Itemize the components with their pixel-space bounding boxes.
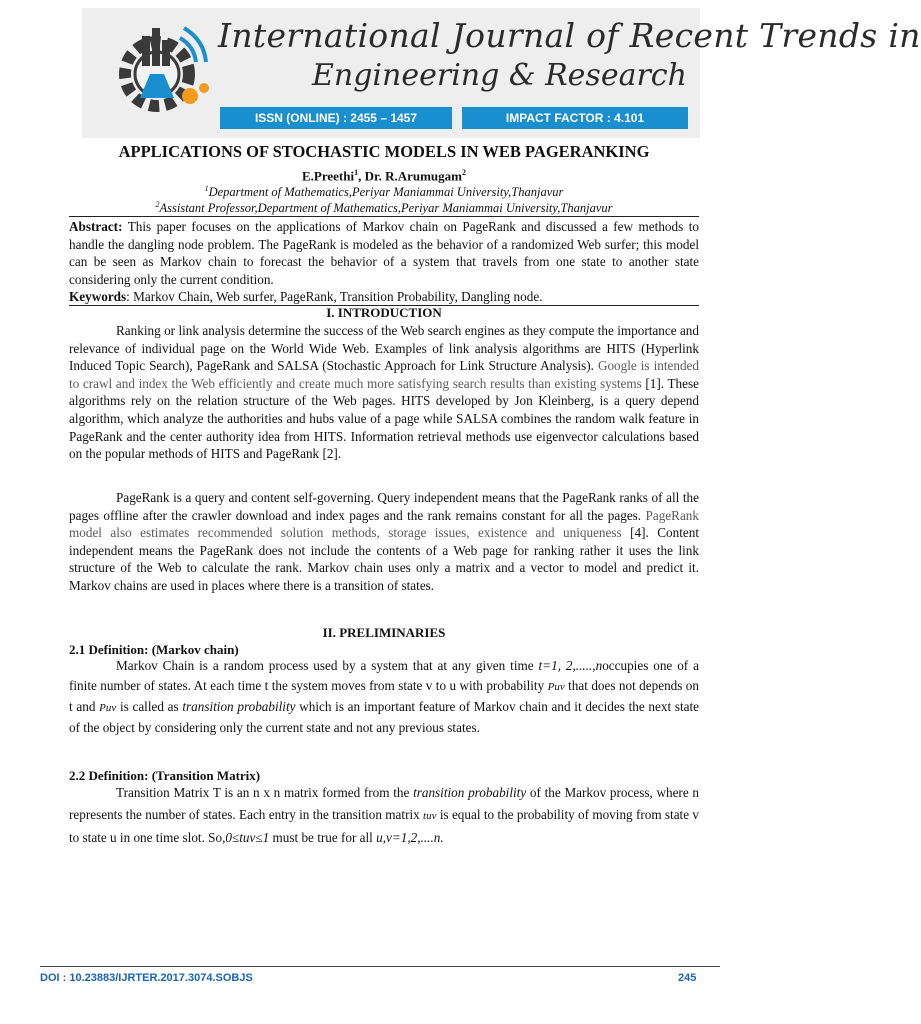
issn-badge: ISSN (ONLINE) : 2455 – 1457: [220, 107, 452, 129]
intro-paragraph-2: PageRank is a query and content self-governing. Query independent means that the PageRank ranks of all the pages offline after the crawler download and index pages and the rank remains constant for all the pages. PageRank model also estimates recommended solution methods, storage issues, existence and uniqueness [4]. Content independent means the PageRank does not include the contents of a Web page for ranking rather it uses the link structure of the Web to calculate the rank. Markov chain uses only a matrix and a vector to model and predict it. Markov chains are used in places where there is a transition of states.: [69, 490, 700, 593]
definition-markov-chain: Markov Chain is a random process used by a system that at any given time t=1, 2,.....,noccupies one of a finite number of states. At each time t the system moves from state v to u with probability Puv that does not depends on t and Puv is called as transition probability which is an important feature of Markov chain and it decides the next state of the object by considering only the current state and not any previous states.: [69, 658, 699, 735]
doi-footer: DOI : 10.23883/IJRTER.2017.3074.SOBJS: [40, 972, 253, 984]
journal-title-line2: Engineering & Research: [312, 58, 687, 93]
section-heading-preliminaries: II. PRELIMINARIES: [322, 625, 446, 640]
footer-divider: [40, 966, 720, 967]
intro-paragraph-1: Ranking or link analysis determine the success of the Web search engines as they compute the importance and relevance of individual page on the World Wide Web. Examples of link analysis algorithms are HITS (Hyperlink Induced Topic Search), PageRank and SALSA (Stochastic Approach for Link Structure Analysis). Google is intended to crawl and index the Web efficiently and create much more satisfying search results than existing systems [1]. These algorithms rely on the relation structure of the Web pages. HITS developed by Jon Kleinberg, is a query depend algorithm, which analyze the authorities and hubs value of a page while SALSA combines the random walk feature in PageRank and the center authority idea from HITS. Information retrieval methods use eigenvector calculations based on the popular methods of HITS and PageRank [2].: [69, 323, 699, 462]
page-number: 245: [678, 972, 697, 984]
definition-heading-markov-chain: 2.1 Definition: (Markov chain): [69, 642, 239, 657]
gear-flask-logo-icon: [112, 16, 222, 126]
impact-factor-badge: IMPACT FACTOR : 4.101: [462, 107, 688, 129]
journal-title-line1: International Journal of Recent Trends in: [218, 16, 921, 55]
section-heading-introduction: I. INTRODUCTION: [326, 305, 442, 320]
definition-transition-matrix: Transition Matrix T is an n x n matrix formed from the transition probability of the Markov process, where n represents the number of states. Each entry in the transition matrix tuv is equal to the probability of moving from state v to state u in one time slot. So,0≤tuv≤1 must be true for all u,v=1,2,....n.: [69, 785, 699, 845]
affiliation-2: $^2$Assistant Professor,Department of Mathematics,Periyar Maniammai University,Thanjavur: [155, 200, 613, 216]
keywords: Keywords: Markov Chain, Web surfer, PageRank, Transition Probability, Dangling node.: [69, 289, 543, 304]
divider: [69, 216, 699, 217]
authors: E.Preethi$^1$, Dr. R.Arumugam$^2$: [302, 168, 466, 184]
definition-heading-transition-matrix: 2.2 Definition: (Transition Matrix): [69, 768, 261, 783]
affiliation-1: $^1$Department of Mathematics,Periyar Maniammai University,Thanjavur: [204, 184, 564, 200]
abstract: Abstract: This paper focuses on the applications of Markov chain on PageRank and discussed a few methods to handle the dangling node problem. The PageRank is modeled as the behavior of a randomized Web surfer; this model can be seen as Markov chain to forecast the behavior of a system that travels from one state to another state considering only the current condition.: [69, 219, 699, 287]
paper-title: APPLICATIONS OF STOCHASTIC MODELS IN WEB PAGERANKING: [118, 142, 650, 161]
